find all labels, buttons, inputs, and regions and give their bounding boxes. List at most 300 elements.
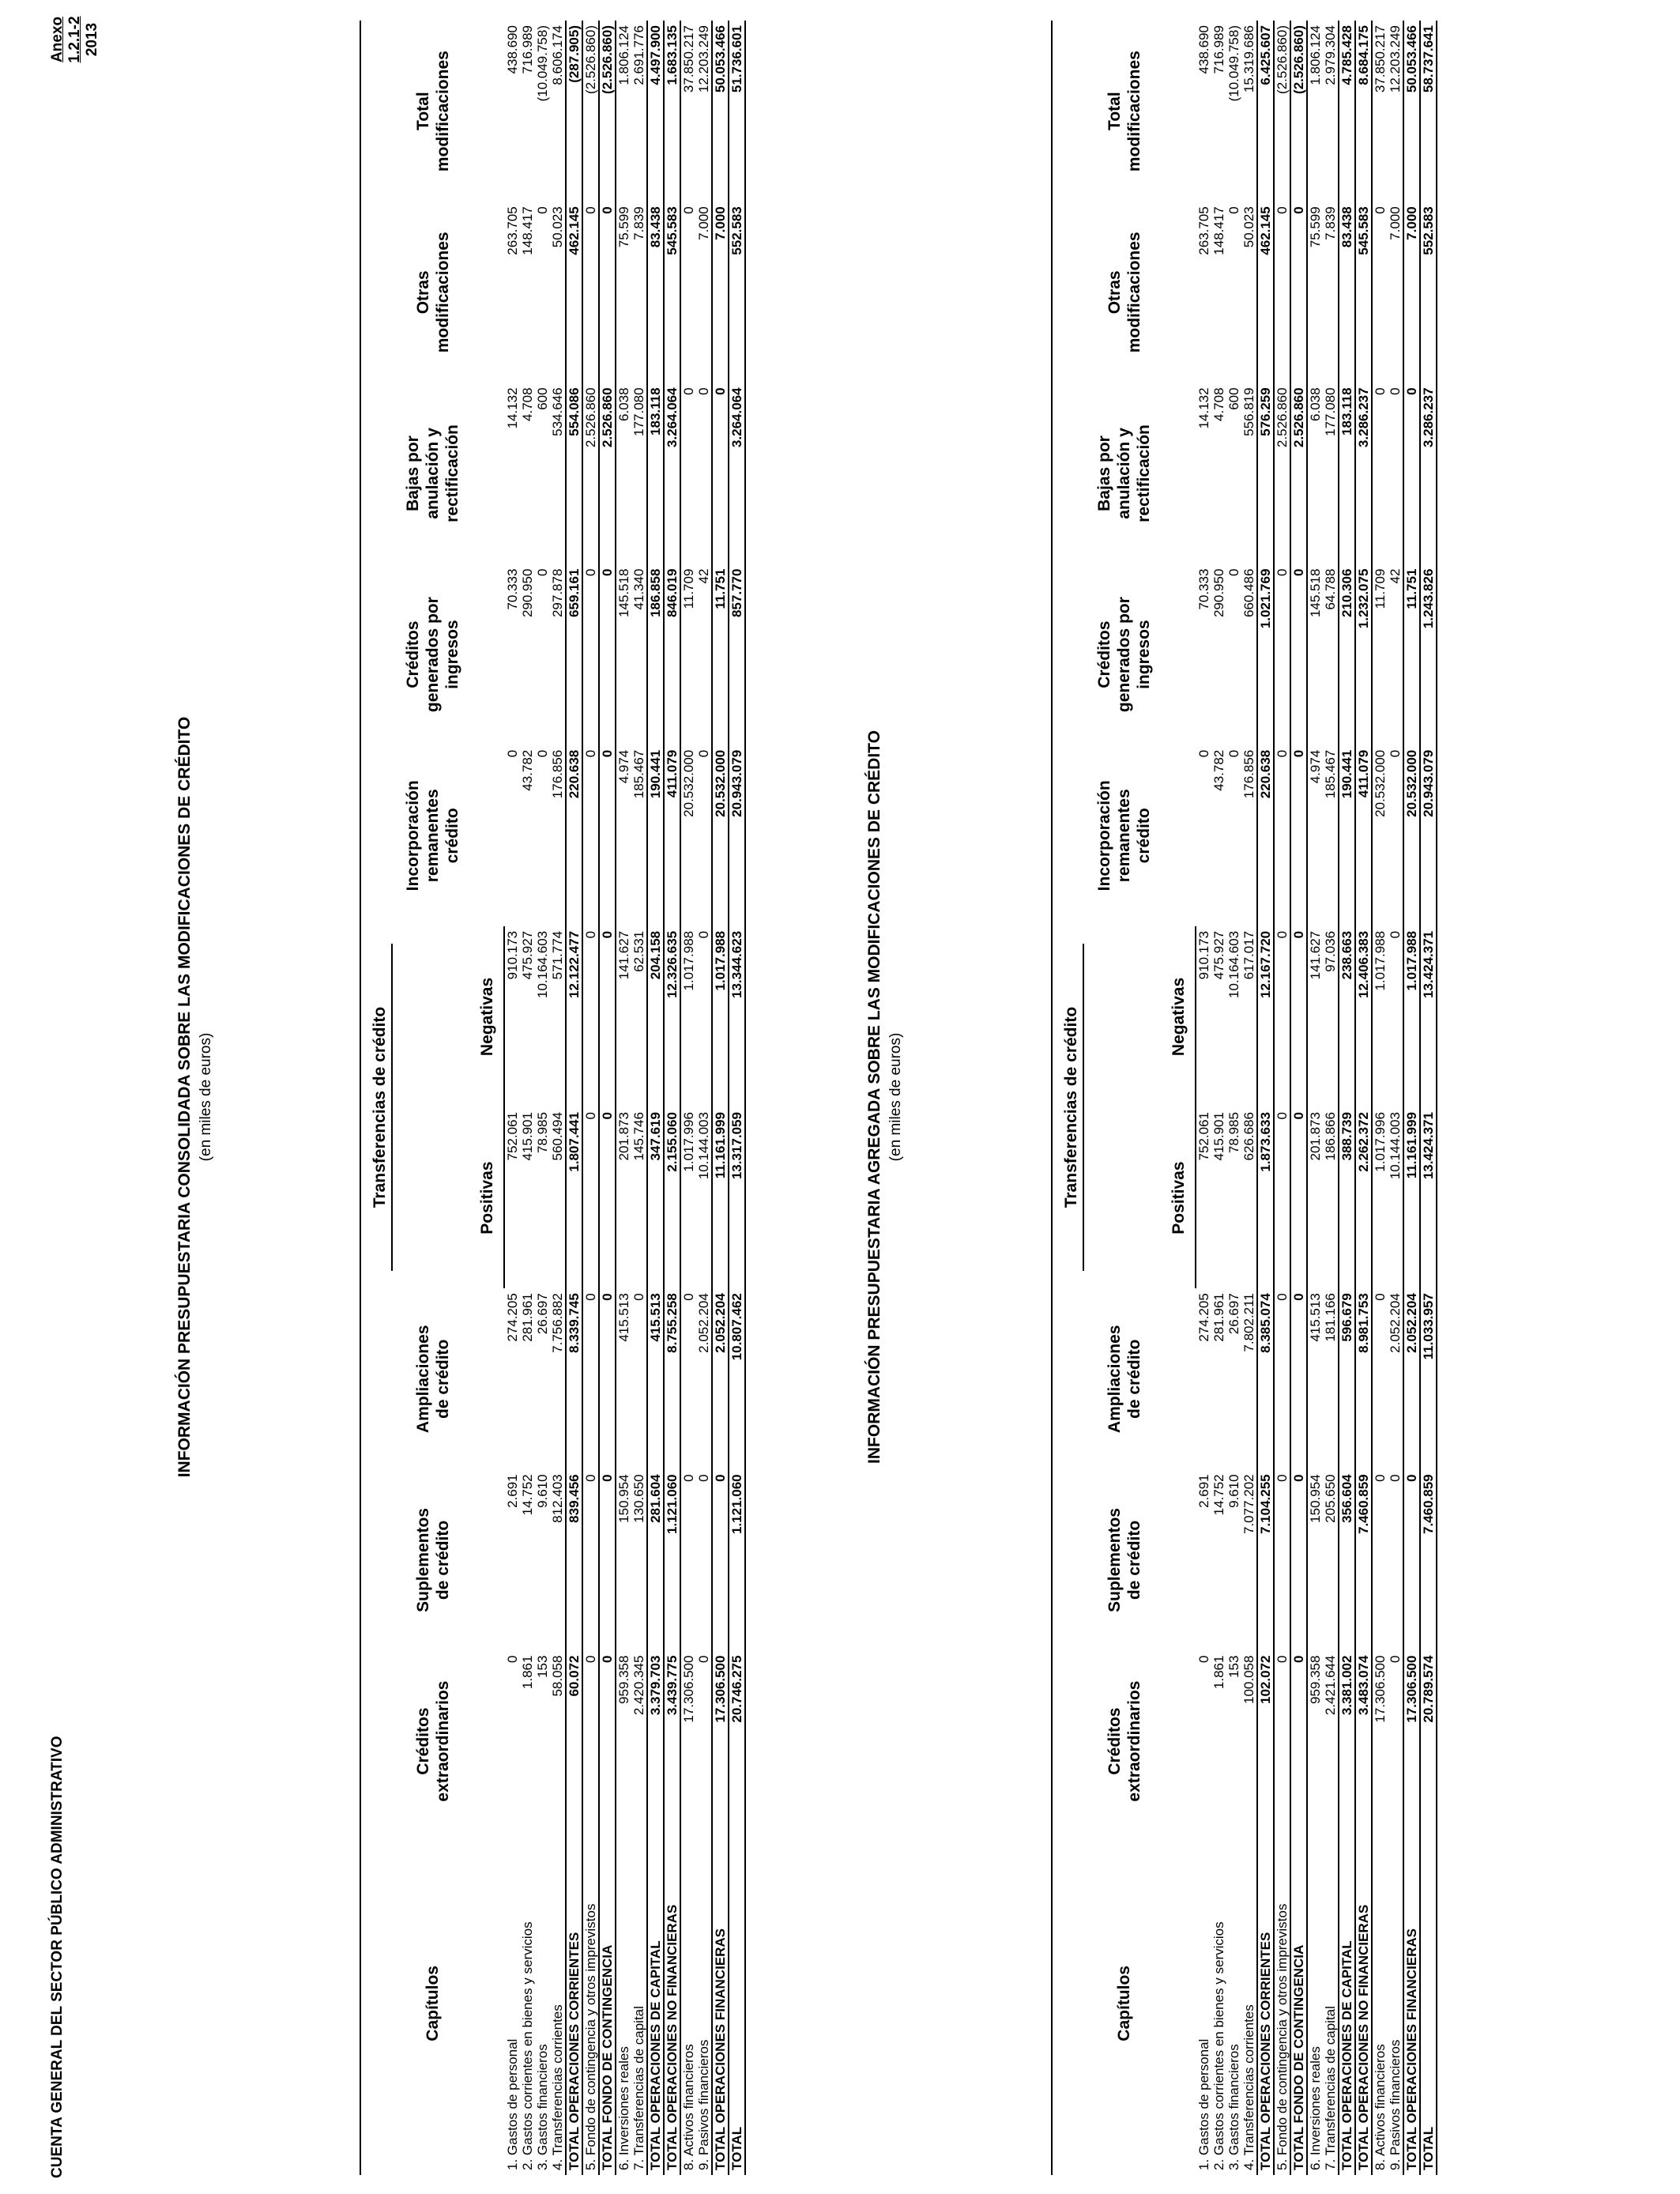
row-label: 1. Gastos de personal [504, 2038, 520, 2170]
cell-value: 554.086 [566, 383, 582, 564]
header-otras-line: Otras [413, 270, 432, 315]
cell-value: 20.532.000 [1403, 745, 1420, 926]
cell-value: 0 [696, 1474, 711, 1482]
cell-value: 8.385.074 [1257, 1288, 1274, 1469]
header-ampliaciones [1052, 1288, 1196, 1469]
cell-value: 37.850.217 [1373, 25, 1388, 93]
cell-value: 0 [1388, 930, 1403, 939]
cell-value: 910.173 [1196, 930, 1211, 980]
cell-value: 11.709 [681, 568, 696, 609]
cell-value: 13.424.371 [1420, 926, 1437, 1107]
table-total-row [1339, 21, 1355, 2175]
row-label: 9. Pasivos financieros [1388, 2039, 1403, 2170]
cell-value: 0 [1403, 383, 1420, 564]
table-total-row [664, 21, 680, 2175]
cell-value: 8.339.745 [566, 1288, 582, 1469]
cell-value: 20.746.275 [729, 1651, 745, 1832]
cell-value: 0 [712, 383, 729, 564]
header-bajas-line: Bajas por [404, 435, 422, 511]
header-creditos-extraordinarios-line: extraordinarios [1124, 1680, 1143, 1802]
cell-value: 150.954 [616, 1474, 631, 1523]
cell-value: 70.333 [504, 568, 520, 610]
row-label: 3. Gastos financieros [1226, 2044, 1241, 2170]
cell-value: 190.441 [647, 745, 664, 926]
cell-value: 411.079 [664, 745, 680, 926]
cell-value: 2.526.860 [1290, 383, 1307, 564]
cell-value: 12.203.249 [1388, 25, 1403, 93]
cell-value: 1.017.996 [1373, 1112, 1388, 1172]
cell-value: 415.901 [520, 1112, 535, 1161]
table-total-row [1257, 21, 1274, 2175]
table-total-row [647, 21, 664, 2175]
cell-value: 9.610 [1226, 1474, 1241, 1508]
cell-value: 0 [535, 749, 550, 758]
cell-value: 0 [1290, 1469, 1307, 1650]
cell-value: 1.807.441 [566, 1107, 582, 1288]
cell-value: 2.526.860 [583, 387, 598, 448]
header-total-line: modificaciones [433, 51, 452, 172]
table1-subtitle: (en miles de euros) [198, 1032, 214, 1162]
cell-value: 1.683.135 [664, 21, 680, 202]
cell-value: 0 [599, 745, 616, 926]
header-bajas-line: rectificación [443, 424, 461, 522]
cell-value: 415.513 [647, 1288, 664, 1469]
cell-value: 58.737.641 [1420, 21, 1437, 202]
cell-value: 7.000 [1388, 206, 1403, 240]
row-label: TOTAL OPERACIONES CORRIENTES [1257, 1832, 1274, 2175]
header-creditos-extraordinarios-line: extraordinarios [433, 1680, 452, 1802]
cell-value: 596.679 [1339, 1288, 1355, 1469]
cell-value: 0 [1275, 930, 1290, 939]
cell-value: 2.155.060 [664, 1107, 680, 1288]
cell-value: 290.950 [1211, 568, 1226, 618]
header-creditos-generados [360, 564, 504, 745]
cell-value: 0 [583, 1293, 598, 1301]
cell-value: 0 [696, 1655, 711, 1663]
cell-value: 2.979.304 [1323, 25, 1338, 85]
header-incorporacion [360, 745, 504, 926]
cell-value: 148.417 [520, 206, 535, 255]
table-total-row [566, 21, 582, 2175]
cell-value: 3.264.064 [664, 383, 680, 564]
cell-value: 70.333 [1196, 568, 1211, 610]
cell-value: (2.526.860) [583, 25, 598, 94]
cell-value: 41.340 [631, 568, 646, 610]
cell-value: 0 [1388, 387, 1403, 395]
header-otras [360, 202, 504, 383]
cell-value: 0 [631, 1293, 646, 1301]
cell-value: 20.789.574 [1420, 1651, 1437, 1832]
cell-value: 181.166 [1323, 1293, 1338, 1342]
cell-value: 0 [681, 1474, 696, 1482]
row-label: 7. Transferencias de capital [1323, 2006, 1338, 2170]
cell-value: 0 [696, 387, 711, 395]
table-total-row [712, 21, 729, 2175]
cell-value: 26.697 [1226, 1293, 1241, 1335]
row-label: 2. Gastos corrientes en bienes y servicios [1211, 1921, 1226, 2170]
cell-value: 185.467 [631, 749, 646, 799]
header-suplementos [360, 1469, 504, 1650]
cell-value: 626.686 [1241, 1112, 1256, 1161]
cell-value: 183.118 [647, 383, 664, 564]
cell-value: 0 [599, 1469, 616, 1650]
row-label: 4. Transferencias corrientes [550, 2004, 565, 2170]
header-creditos-generados-line: ingresos [443, 620, 461, 689]
cell-value: 552.583 [1420, 202, 1437, 383]
modifications-table [1051, 21, 1437, 2175]
cell-value: 11.709 [1373, 568, 1388, 609]
cell-value: 263.705 [1196, 206, 1211, 255]
cell-value: 201.873 [1308, 1112, 1323, 1161]
cell-value: 7.839 [1323, 206, 1338, 240]
cell-value: 186.866 [1323, 1112, 1338, 1161]
table2-subtitle: (en miles de euros) [887, 1032, 904, 1162]
cell-value: 20.943.079 [1420, 745, 1437, 926]
cell-value: 0 [535, 206, 550, 214]
table-row [1196, 21, 1211, 2175]
header-total-line: modificaciones [1124, 51, 1143, 172]
header-suplementos-line: de crédito [1124, 1520, 1143, 1600]
cell-value: 190.441 [1339, 745, 1355, 926]
cell-value: 3.379.703 [647, 1651, 664, 1832]
cell-value: 6.425.607 [1257, 21, 1274, 202]
header-incorporacion-line: Incorporación [1095, 780, 1113, 892]
cell-value: (2.526.860) [599, 21, 616, 202]
row-label: 3. Gastos financieros [535, 2044, 550, 2170]
header-creditos-generados-line: ingresos [1135, 620, 1153, 689]
cell-value: 220.638 [566, 745, 582, 926]
cell-value: 153 [535, 1655, 550, 1678]
cell-value: 7.839 [631, 206, 646, 240]
cell-value: 0 [1388, 1655, 1403, 1663]
header-creditos-generados [1052, 564, 1196, 745]
header-incorporacion-line: remanentes [1115, 789, 1133, 883]
cell-value: 8.606.174 [550, 25, 565, 85]
row-label: TOTAL OPERACIONES FINANCIERAS [1403, 1832, 1420, 2175]
row-label: TOTAL OPERACIONES CORRIENTES [566, 1832, 582, 2175]
cell-value: 1.243.826 [1420, 564, 1437, 745]
cell-value: 43.782 [520, 749, 535, 791]
cell-value: 11.751 [712, 564, 729, 745]
cell-value: 462.145 [1257, 202, 1274, 383]
cell-value: (287.905) [566, 21, 582, 202]
cell-value: 0 [1275, 1655, 1290, 1663]
cell-value: 576.259 [1257, 383, 1274, 564]
cell-value: 1.861 [1211, 1655, 1226, 1690]
header-otras-line: Otras [1105, 270, 1124, 315]
cell-value: 0 [696, 749, 711, 758]
cell-value: 0 [583, 1474, 598, 1482]
cell-value: 0 [1196, 749, 1211, 758]
table-row [1226, 21, 1241, 2175]
cell-value: 0 [681, 206, 696, 214]
cell-value: 274.205 [504, 1293, 520, 1342]
cell-value: 20.532.000 [1373, 749, 1388, 817]
cell-value: 0 [1403, 1469, 1420, 1650]
cell-value: 0 [535, 568, 550, 577]
table-row [1307, 21, 1323, 2175]
cell-value: 3.286.237 [1420, 383, 1437, 564]
cell-value: 2.052.204 [1403, 1288, 1420, 1469]
cell-value: 2.052.204 [696, 1293, 711, 1353]
cell-value: 11.161.999 [712, 1107, 729, 1288]
header-incorporacion [1052, 745, 1196, 926]
cell-value: 3.286.237 [1355, 383, 1372, 564]
cell-value: 145.518 [616, 568, 631, 618]
cell-value: 0 [1388, 1474, 1403, 1482]
table-row [582, 21, 599, 2175]
cell-value: 1.806.124 [616, 25, 631, 85]
row-label: TOTAL [1420, 1832, 1437, 2175]
cell-value: 7.460.859 [1355, 1469, 1372, 1650]
cell-value: 1.232.075 [1355, 564, 1372, 745]
cell-value: 205.650 [1323, 1474, 1338, 1523]
cell-value: 17.306.500 [681, 1655, 696, 1723]
cell-value: 153 [1226, 1655, 1241, 1678]
cell-value: 42 [1388, 568, 1403, 584]
cell-value: 0 [1226, 749, 1241, 758]
cell-value: 534.646 [550, 387, 565, 436]
cell-value: 462.145 [566, 202, 582, 383]
cell-value: 660.486 [1241, 568, 1256, 618]
cell-value: 11.751 [1403, 564, 1420, 745]
cell-value: 0 [599, 1107, 616, 1288]
cell-value: 0 [1226, 568, 1241, 577]
cell-value: 2.420.345 [631, 1655, 646, 1716]
cell-value: 415.513 [1308, 1293, 1323, 1342]
cell-value: 2.691 [504, 1474, 520, 1508]
header-otras [1052, 202, 1196, 383]
cell-value: 0 [1290, 564, 1307, 745]
cell-value: 1.017.988 [1403, 926, 1420, 1107]
cell-value: 7.104.255 [1257, 1469, 1274, 1650]
header-bajas-line: anulación y [424, 428, 442, 519]
cell-value: 12.122.477 [566, 926, 582, 1107]
cell-value: 10.144.003 [696, 1112, 711, 1180]
cell-value: 3.439.775 [664, 1651, 680, 1832]
cell-value: 0 [1275, 206, 1290, 214]
cell-value: 8.981.753 [1355, 1288, 1372, 1469]
cell-value: 7.000 [696, 206, 711, 240]
header-creditos-extraordinarios [1052, 1651, 1196, 1832]
cell-value: 0 [599, 1651, 616, 1832]
row-label: 8. Activos financieros [1373, 2044, 1388, 2170]
cell-value: 100.058 [1241, 1655, 1256, 1704]
table-row [550, 21, 566, 2175]
cell-value: 281.604 [647, 1469, 664, 1650]
header-otras-line: modificaciones [1124, 232, 1143, 353]
header-bajas [360, 383, 504, 564]
cell-value: 4.785.428 [1339, 21, 1355, 202]
cell-value: 4.497.900 [647, 21, 664, 202]
cell-value: 0 [1290, 1651, 1307, 1832]
cell-value: 14.752 [1211, 1474, 1226, 1516]
row-label: 8. Activos financieros [681, 2044, 696, 2170]
cell-value: 8.684.175 [1355, 21, 1372, 202]
cell-value: (2.526.860) [1275, 25, 1290, 94]
cell-value: 10.807.462 [729, 1288, 745, 1469]
row-label: TOTAL OPERACIONES NO FINANCIERAS [664, 1832, 680, 2175]
cell-value: 177.080 [1323, 387, 1338, 436]
row-label: TOTAL OPERACIONES DE CAPITAL [647, 1832, 664, 2175]
table-total-row [1420, 21, 1437, 2175]
cell-value: 78.985 [535, 1112, 550, 1154]
cell-value: 3.483.074 [1355, 1651, 1372, 1832]
header-creditos-extraordinarios-line: Créditos [413, 1707, 432, 1775]
cell-value: 83.438 [1339, 202, 1355, 383]
cell-value: 97.036 [1323, 930, 1338, 972]
cell-value: 959.358 [1308, 1655, 1323, 1704]
cell-value: 388.739 [1339, 1107, 1355, 1288]
cell-value: 0 [583, 1112, 598, 1120]
cell-value: 0 [599, 564, 616, 745]
cell-value: 130.650 [631, 1474, 646, 1523]
table-total-row [1290, 21, 1307, 2175]
header-creditos-generados-line: Créditos [1095, 620, 1113, 688]
cell-value: 11.161.999 [1403, 1107, 1420, 1288]
cell-value: 176.856 [550, 749, 565, 799]
cell-value: 857.770 [729, 564, 745, 745]
cell-value: 9.610 [535, 1474, 550, 1508]
row-label: 4. Transferencias corrientes [1241, 2004, 1256, 2170]
cell-value: 183.118 [1339, 383, 1355, 564]
header-creditos-generados-line: generados por [424, 597, 442, 713]
cell-value: 12.406.383 [1355, 926, 1372, 1107]
header-transferencias [1052, 926, 1086, 1288]
header-transferencias-label: Transferencias de crédito [370, 944, 393, 1271]
cell-value: 1.873.633 [1257, 1107, 1274, 1288]
row-label: TOTAL FONDO DE CONTINGENCIA [1290, 1832, 1307, 2175]
cell-value: 1.806.124 [1308, 25, 1323, 85]
cell-value: 659.161 [566, 564, 582, 745]
cell-value: 176.856 [1241, 749, 1256, 799]
cell-value: 102.072 [1257, 1651, 1274, 1832]
header-bajas-line: Bajas por [1095, 435, 1113, 511]
cell-value: 0 [583, 1655, 598, 1663]
header-otras-line: modificaciones [433, 232, 452, 353]
cell-value: 75.599 [616, 206, 631, 248]
cell-value: 0 [1373, 206, 1388, 214]
header-incorporacion-line: remanentes [424, 789, 442, 883]
cell-value: 1.021.769 [1257, 564, 1274, 745]
cell-value: 4.708 [520, 387, 535, 421]
cell-value: 415.513 [616, 1293, 631, 1342]
cell-value: 51.736.601 [729, 21, 745, 202]
header-capitulos: Capítulos [1052, 1832, 1196, 2175]
cell-value: 560.494 [550, 1112, 565, 1161]
table-row [696, 21, 712, 2175]
row-label: 6. Inversiones reales [616, 2046, 631, 2170]
cell-value: (10.049.758) [1226, 25, 1241, 102]
cell-value: 13.344.623 [729, 926, 745, 1107]
cell-value: 58.058 [550, 1655, 565, 1697]
row-label: 6. Inversiones reales [1308, 2046, 1323, 2170]
cell-value: 3.264.064 [729, 383, 745, 564]
header-transferencias [360, 926, 394, 1288]
header-incorporacion-line: Incorporación [404, 780, 422, 892]
cell-value: 4.974 [616, 749, 631, 784]
cell-value: 281.961 [520, 1293, 535, 1342]
cell-value: 552.583 [729, 202, 745, 383]
cell-value: 0 [504, 1655, 520, 1663]
modifications-table [360, 21, 746, 2175]
cell-value: 281.961 [1211, 1293, 1226, 1342]
cell-value: 13.424.371 [1420, 1107, 1437, 1288]
header-ampliaciones-line: de crédito [433, 1339, 452, 1419]
cell-value: 14.132 [1196, 387, 1211, 429]
cell-value: 545.583 [664, 202, 680, 383]
cell-value: 2.052.204 [1388, 1293, 1403, 1353]
cell-value: 0 [1275, 1112, 1290, 1120]
cell-value: 7.000 [1403, 202, 1420, 383]
cell-value: 356.604 [1339, 1469, 1355, 1650]
cell-value: 0 [1373, 1474, 1388, 1482]
table-total-row [599, 21, 616, 2175]
cell-value: 0 [583, 930, 598, 939]
cell-value: 141.627 [1308, 930, 1323, 980]
cell-value: 42 [696, 568, 711, 584]
cell-value: 141.627 [616, 930, 631, 980]
cell-value: 0 [583, 568, 598, 577]
row-label: 1. Gastos de personal [1196, 2038, 1211, 2170]
cell-value: 438.690 [1196, 25, 1211, 74]
cell-value: 0 [712, 1469, 729, 1650]
cell-value: 0 [1290, 1288, 1307, 1469]
cell-value: 7.756.882 [550, 1293, 565, 1353]
cell-value: 14.132 [504, 387, 520, 429]
cell-value: 617.017 [1241, 930, 1256, 980]
cell-value: 20.943.079 [729, 745, 745, 926]
cell-value: 11.033.957 [1420, 1288, 1437, 1469]
cell-value: 2.691 [1196, 1474, 1211, 1508]
cell-value: 1.121.060 [729, 1469, 745, 1650]
header-total-line: Total [1105, 92, 1124, 130]
cell-value: 185.467 [1323, 749, 1338, 799]
cell-value: 752.061 [505, 1112, 520, 1161]
header-transferencias-label: Transferencias de crédito [1061, 944, 1084, 1271]
cell-value: 7.077.202 [1241, 1474, 1256, 1535]
organization-header: CUENTA GENERAL DEL SECTOR PÚBLICO ADMINISTRATIVO [49, 1736, 66, 2178]
table-row [1388, 21, 1403, 2175]
cell-value: 347.619 [647, 1107, 664, 1288]
cell-value: 0 [583, 749, 598, 758]
header-incorporacion-line: crédito [443, 808, 461, 864]
cell-value: 0 [1275, 749, 1290, 758]
row-label: 9. Pasivos financieros [696, 2039, 711, 2170]
cell-value: 0 [504, 749, 520, 758]
cell-value: 4.708 [1211, 387, 1226, 421]
cell-value: 1.121.060 [664, 1469, 680, 1650]
cell-value: 83.438 [647, 202, 664, 383]
cell-value: 186.858 [647, 564, 664, 745]
cell-value: 12.167.720 [1257, 926, 1274, 1107]
cell-value: 238.663 [1339, 926, 1355, 1107]
cell-value: (2.526.860) [1290, 21, 1307, 202]
row-label: 5. Fondo de contingencia y otros imprevistos [1275, 1903, 1290, 2170]
cell-value: 839.456 [566, 1469, 582, 1650]
cell-value: 556.819 [1241, 387, 1256, 436]
cell-value: 50.023 [1241, 206, 1256, 248]
cell-value: 12.203.249 [696, 25, 711, 93]
cell-value: 0 [1196, 1655, 1211, 1663]
header-total-line: Total [413, 92, 432, 130]
cell-value: 6.038 [616, 387, 631, 421]
cell-value: 438.690 [504, 25, 520, 74]
header-suplementos [1052, 1469, 1196, 1650]
cell-value: (10.049.758) [535, 25, 550, 102]
cell-value: 20.532.000 [681, 749, 696, 817]
table-row [631, 21, 647, 2175]
